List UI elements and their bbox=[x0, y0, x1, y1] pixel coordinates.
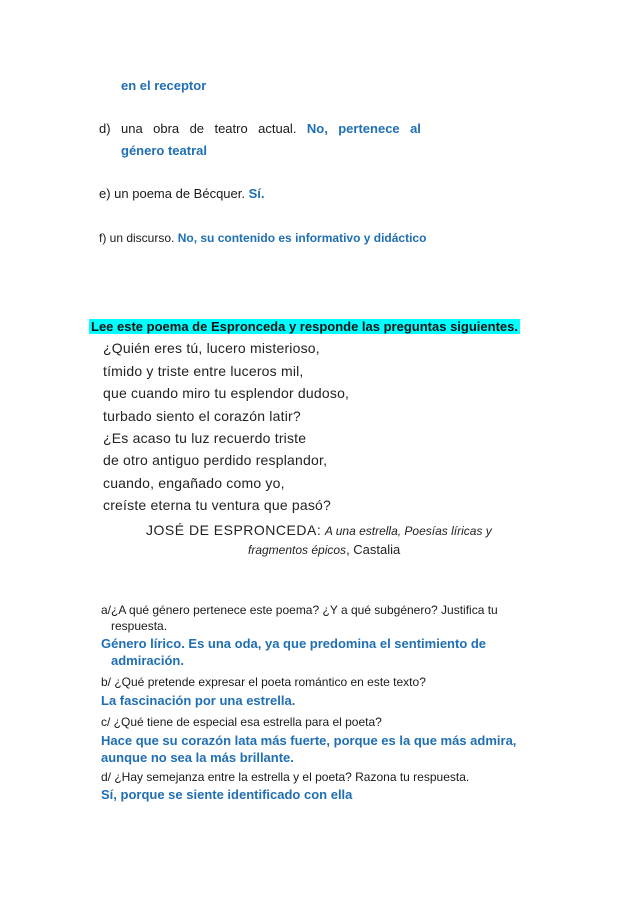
item-d-answer-word: pertenece bbox=[338, 121, 400, 136]
poem-publisher: , Castalia bbox=[346, 542, 401, 557]
instruction-heading bbox=[89, 318, 520, 336]
answer-b: La fascinación por una estrella. bbox=[101, 693, 296, 708]
item-d-word: teatro bbox=[214, 121, 248, 136]
question-b: b/ ¿Qué pretende expresar el poeta romántico en este texto? bbox=[101, 675, 426, 689]
question-c: c/ ¿Qué tiene de especial esa estrella para el poeta? bbox=[101, 715, 382, 729]
answer-c-line1: Hace que su corazón lata más fuerte, porque es la que más admira, bbox=[101, 733, 517, 748]
question-a-line1: a/¿A qué género pertenece este poema? ¿Y a qué subgénero? Justifica tu bbox=[101, 603, 498, 617]
poem-attribution bbox=[146, 522, 492, 538]
item-e-answer: Sí. bbox=[248, 186, 265, 201]
item-e-text: e) un poema de Bécquer. bbox=[99, 186, 245, 201]
item-f bbox=[99, 231, 426, 245]
item-d-answer-continued: género teatral bbox=[121, 143, 207, 158]
answer-a-line1: Género lírico. Es una oda, ya que predomina el sentimiento de bbox=[101, 636, 487, 651]
answer-c-line2: aunque no sea la más brillante. bbox=[101, 750, 294, 765]
question-a-line2: respuesta. bbox=[111, 619, 168, 633]
item-d-prefix: d) bbox=[99, 121, 111, 136]
poem-attribution-cont bbox=[248, 542, 400, 557]
poem-line: de otro antiguo perdido resplandor, bbox=[103, 452, 328, 468]
item-c-answer-continued: en el receptor bbox=[121, 78, 207, 93]
poem-line: ¿Quién eres tú, lucero misterioso, bbox=[103, 340, 320, 356]
item-f-text: f) un discurso. bbox=[99, 231, 175, 245]
item-e bbox=[99, 186, 265, 201]
poem-line: turbado siento el corazón latir? bbox=[103, 408, 301, 424]
item-d-word: de bbox=[189, 121, 205, 136]
poem-line: creíste eterna tu ventura que pasó? bbox=[103, 497, 332, 513]
poem-line: tímido y triste entre luceros mil, bbox=[103, 363, 304, 379]
answer-a-line2: admiración. bbox=[111, 653, 184, 668]
item-d-word: obra bbox=[153, 121, 180, 136]
item-d-word: una bbox=[120, 121, 143, 136]
instruction-text: Lee este poema de Espronceda y responde las preguntas siguientes. bbox=[91, 319, 518, 334]
poem-author: JOSÉ DE ESPRONCEDA: bbox=[146, 522, 322, 538]
item-d-word: actual. bbox=[258, 121, 297, 136]
poem-work-title-cont: fragmentos épicos bbox=[248, 543, 347, 557]
poem-work-title: A una estrella, Poesías líricas y bbox=[324, 524, 492, 538]
poem-line: ¿Es acaso tu luz recuerdo triste bbox=[103, 430, 307, 446]
poem-line: cuando, engañado como yo, bbox=[103, 475, 285, 491]
item-d-answer-word: No, bbox=[306, 121, 328, 136]
poem-line: que cuando miro tu esplendor dudoso, bbox=[103, 385, 350, 401]
answer-d: Sí, porque se siente identificado con ella bbox=[101, 787, 353, 802]
item-d-line bbox=[99, 121, 421, 136]
question-d: d/ ¿Hay semejanza entre la estrella y el poeta? Razona tu respuesta. bbox=[101, 770, 470, 784]
item-d-answer-word: al bbox=[410, 121, 421, 136]
item-f-answer: No, su contenido es informativo y didáctico bbox=[177, 231, 427, 245]
